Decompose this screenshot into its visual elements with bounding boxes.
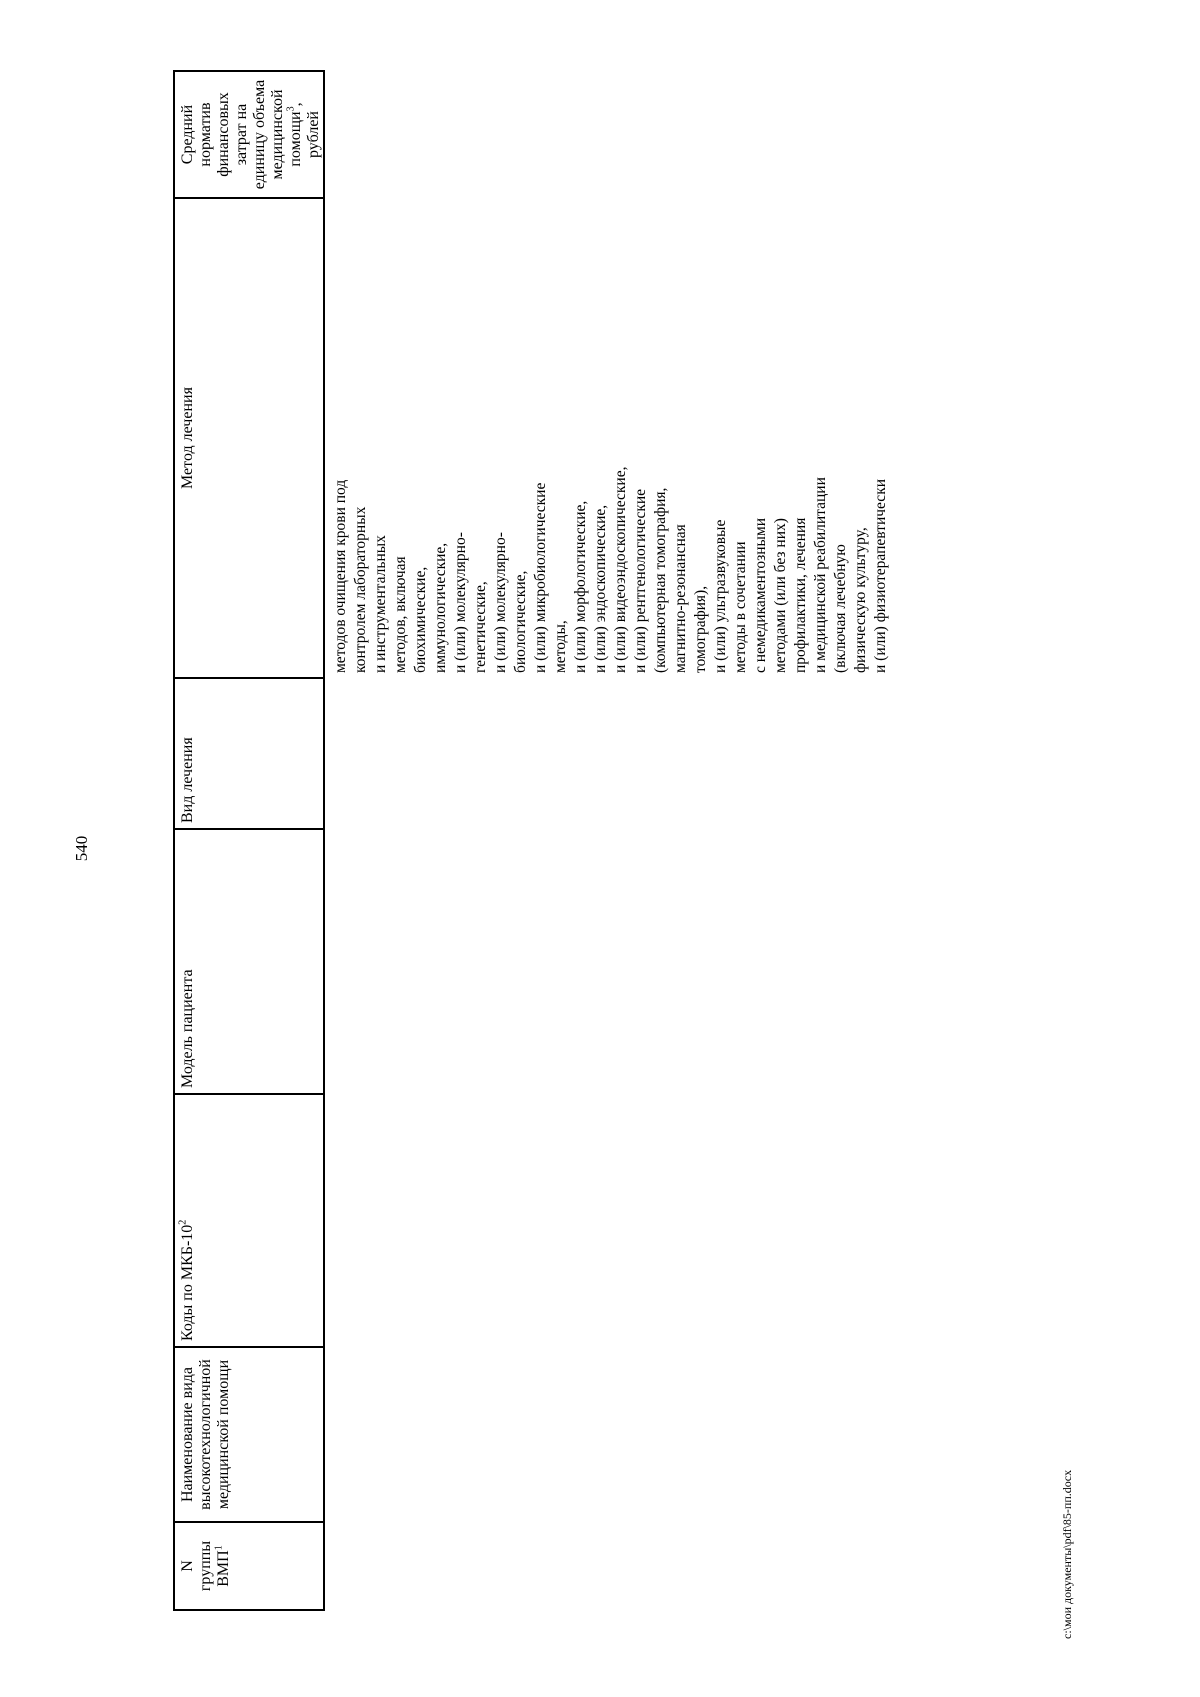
cell-icd-codes [324,1094,891,1347]
treatment-method-line: и (или) микробиологические [532,482,549,673]
treatment-method-line: (включая лечебную [832,544,849,673]
header-patient-model: Модель пациента [174,829,324,1094]
page-number: 540 [72,835,91,862]
treatment-method-line: (компьютерная томография, [652,487,669,673]
treatment-method-line: методов, включая [392,556,409,673]
header-treatment-method: Метод лечения [174,198,324,678]
treatment-method-line: методы в сочетании [732,541,749,673]
vmp-table [173,70,891,1611]
treatment-method-line: и медицинской реабилитации [812,477,829,673]
header-group-number-line3: ВМП [215,1550,232,1587]
footnote-marker-3: 3 [285,106,297,112]
treatment-method-line: с немедикаментозными [752,517,769,673]
cell-patient-model [324,829,891,1094]
header-cost-norm-text: Средний норматив финансовых затрат на единицу объема медицинской помощи [179,79,304,190]
header-group-number-line1: N [179,1560,196,1572]
treatment-method-line: методами (или без них) [772,518,789,673]
header-treatment-type: Вид лечения [174,678,324,829]
header-group-number-line2: группы [197,1540,214,1592]
treatment-method-line: биологические, [512,570,529,673]
treatment-method-line: и (или) ультразвуковые [712,519,729,673]
treatment-method-line: и (или) эндоскопические, [592,504,609,673]
treatment-method-line: контролем лабораторных [352,506,369,673]
treatment-method-line: и инструментальных [372,535,389,673]
table-header-row [174,71,324,1610]
treatment-method-line: и (или) молекулярно- [452,532,469,673]
treatment-method-line: и (или) морфологические, [572,500,589,673]
footnote-marker-1: 1 [213,1545,225,1551]
treatment-method-line: биохимические, [412,566,429,673]
treatment-method-text [331,203,891,673]
cell-treatment-method [324,198,891,678]
cell-care-type-name [324,1347,891,1522]
header-icd-codes [174,1094,324,1347]
treatment-method-line: физическую культуру, [852,527,869,673]
treatment-method-line: магнитно-резонансная [672,524,689,673]
treatment-method-line: томография), [692,585,709,673]
cell-treatment-type [324,678,891,829]
treatment-method-line: иммунологические, [432,542,449,673]
treatment-method-line: генетические, [472,581,489,673]
header-icd-codes-text: Коды по МКБ-10 [179,1224,196,1341]
treatment-method-line: и (или) рентгенологические [632,488,649,673]
treatment-method-line: методы, [552,620,569,673]
table-row [324,71,891,1610]
cell-group-number [324,1522,891,1610]
header-care-type-name: Наименование вида высокотехнологичной медицинской помощи [174,1347,324,1522]
treatment-method-line: и (или) молекулярно- [492,532,509,673]
header-cost-norm-suffix: , рублей [287,102,322,158]
file-path: c:\мои документы\pdf\85-пп.docx [1060,1469,1074,1639]
treatment-method-line: и (или) физиотерапевтически [872,478,889,673]
treatment-method-line: профилактики, лечения [792,517,809,673]
header-group-number [174,1522,324,1610]
treatment-method-line: и (или) видеоэндоскопические, [612,466,629,673]
treatment-method-line: методов очищения крови под [332,479,349,673]
header-cost-norm [174,71,324,198]
footnote-marker-2: 2 [177,1219,189,1225]
cell-cost-norm [324,71,891,198]
